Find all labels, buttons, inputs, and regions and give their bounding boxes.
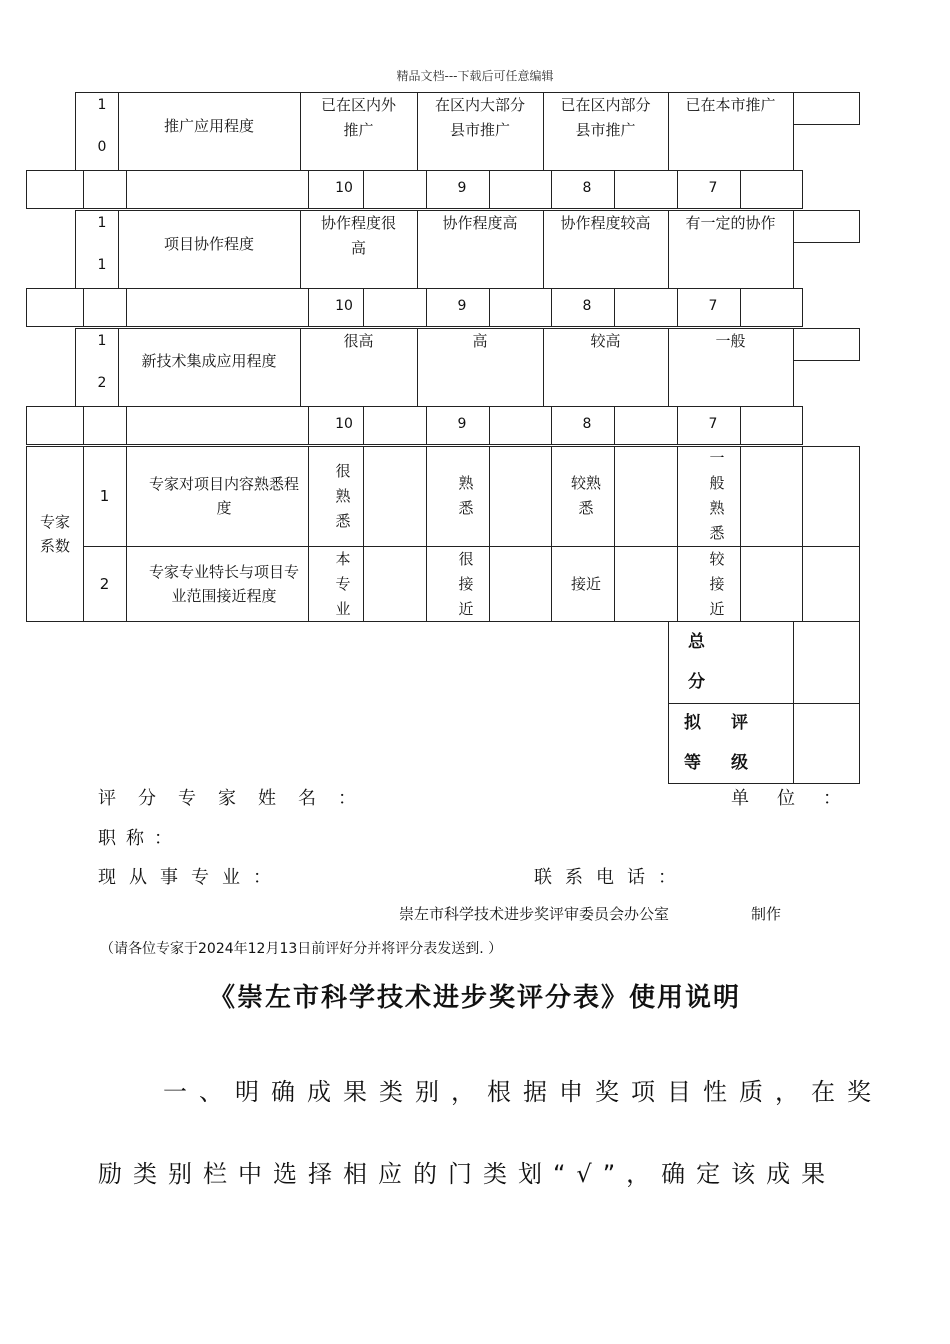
table-line [677,406,678,444]
table-line [75,210,76,288]
expert-level-cell: 较接近 [709,549,725,618]
table-line [668,210,669,288]
criterion-number-digit-2: 0 [97,139,107,155]
score-entry-field[interactable] [607,289,668,326]
table-line [668,92,669,170]
level-description: 高 [472,332,488,350]
table-line [26,406,27,444]
table-line [793,210,794,288]
table-line [793,242,860,243]
level-description: 很高 [343,332,374,350]
total-score-label: 总分 [688,632,705,692]
table-line [417,92,418,170]
table-line [802,170,803,208]
table-line [126,170,127,208]
level-description: 协作程度高 [442,214,518,232]
table-line [417,328,418,406]
profession-label: 现从事专业： [98,867,284,888]
score-entry-field[interactable] [364,407,425,444]
expert-row-number: 2 [99,575,110,593]
score-entry-field[interactable] [607,407,668,444]
table-line [551,288,552,326]
level-score: 10 [335,416,353,432]
table-line [75,92,76,170]
level-score: 9 [457,298,467,314]
section-title: 《崇左市科学技术进步奖评分表》使用说明 [208,983,741,1013]
criterion-number-digit-2: 1 [97,257,107,273]
level-score: 9 [457,416,467,432]
table-line [83,406,84,444]
phone-label: 联系电话： [534,867,689,888]
table-line [793,210,860,211]
criterion-name: 推广应用程度 [163,117,254,135]
table-line [668,328,669,406]
table-line [551,170,552,208]
expert-level-cell: 接近 [570,575,601,593]
table-line [75,328,76,406]
table-line [793,124,860,125]
table-line [417,210,418,288]
level-description: 较高 [590,332,621,350]
expert-row-name: 专家对项目内容熟悉程度 [148,475,299,517]
table-line [426,288,427,326]
table-line [859,92,860,125]
score-entry-field[interactable] [364,171,425,208]
level-score: 7 [708,180,718,196]
expert-level-cell: 很熟悉 [335,461,351,530]
table-line [859,328,860,361]
table-line [300,210,301,288]
table-line [551,406,552,444]
table-line [677,288,678,326]
table-line [26,170,27,208]
criterion-name: 新技术集成应用程度 [141,352,277,370]
maker-office: 崇左市科学技术进步奖评审委员会办公室 [399,905,670,923]
total-score-field[interactable] [794,622,859,703]
proposed-grade-field[interactable] [794,704,859,783]
expert-level-cell: 熟悉 [458,474,474,517]
expert-level-cell: 很接近 [458,549,474,618]
expert-row-number: 1 [99,487,110,505]
table-line [793,328,794,406]
table-line [793,92,860,93]
level-description: 在区内大部分县市推广 [434,96,525,139]
table-line [802,288,803,326]
score-entry-field[interactable] [482,289,543,326]
criterion-number-digit-1: 1 [97,333,107,349]
maker-made: 制作 [751,905,782,923]
expert-level-cell: 一般熟悉 [709,449,725,542]
level-description: 已在区内部分县市推广 [560,96,651,139]
table-line [793,92,794,170]
table-line [83,170,84,208]
level-description: 有一定的协作 [685,214,776,232]
table-line [426,406,427,444]
level-score: 10 [335,180,353,196]
level-score: 8 [582,298,592,314]
table-line [26,288,27,326]
expert-row-name: 专家专业特长与项目专业范围接近程度 [148,563,299,605]
score-entry-field[interactable] [482,407,543,444]
unit-label: 单位： [731,788,869,809]
criterion-number-digit-1: 1 [97,215,107,231]
table-line [26,208,803,209]
table-line [126,288,127,326]
expert-coefficient-label: 专家系数 [39,513,70,555]
table-line [793,360,860,361]
table-line [543,328,544,406]
table-line [859,210,860,243]
paragraph-line-2: 励类别栏中选择相应的门类划“√”，确定该成果 [98,1160,837,1188]
level-description: 一般 [715,332,746,350]
table-line [543,92,544,170]
level-description: 已在区内外推广 [320,96,396,139]
table-line [26,444,803,445]
score-entry-field[interactable] [733,407,794,444]
level-description: 已在本市推广 [685,96,776,114]
score-entry-field[interactable] [482,171,543,208]
expert-level-cell: 本专业 [335,549,351,618]
level-score: 8 [582,180,592,196]
score-entry-field[interactable] [733,289,794,326]
table-line [802,406,803,444]
expert-name-label: 评分专家姓名： [98,788,378,809]
title-label: 职称： [98,828,182,849]
table-line [26,326,803,327]
table-line [300,92,301,170]
score-entry-field[interactable] [733,171,794,208]
table-line [308,170,309,208]
level-description: 协作程度很高 [320,214,396,257]
paragraph-line-1: 一、明确成果类别，根据申奖项目性质，在奖 [163,1078,883,1106]
table-line [677,170,678,208]
table-line [543,210,544,288]
level-score: 7 [708,416,718,432]
table-line [308,406,309,444]
proposed-grade-label: 拟评等级 [684,713,778,773]
criterion-number-digit-1: 1 [97,97,107,113]
expert-level-cell: 较熟悉 [570,474,601,517]
level-score: 10 [335,298,353,314]
score-entry-field[interactable] [364,289,425,326]
table-line [426,170,427,208]
table-line [126,406,127,444]
level-score: 8 [582,416,592,432]
level-score: 9 [457,180,467,196]
table-line [83,288,84,326]
criterion-name: 项目协作程度 [163,235,254,253]
table-line [308,288,309,326]
score-entry-field[interactable] [607,171,668,208]
header-note: 精品文档---下载后可任意编辑 [396,69,554,83]
table-line [300,328,301,406]
submission-notice: （请各位专家于2024年12月13日前评好分并将评分表发送到. ） [100,941,503,957]
level-description: 协作程度较高 [560,214,651,232]
table-line [793,328,860,329]
level-score: 7 [708,298,718,314]
criterion-number-digit-2: 2 [97,375,107,391]
